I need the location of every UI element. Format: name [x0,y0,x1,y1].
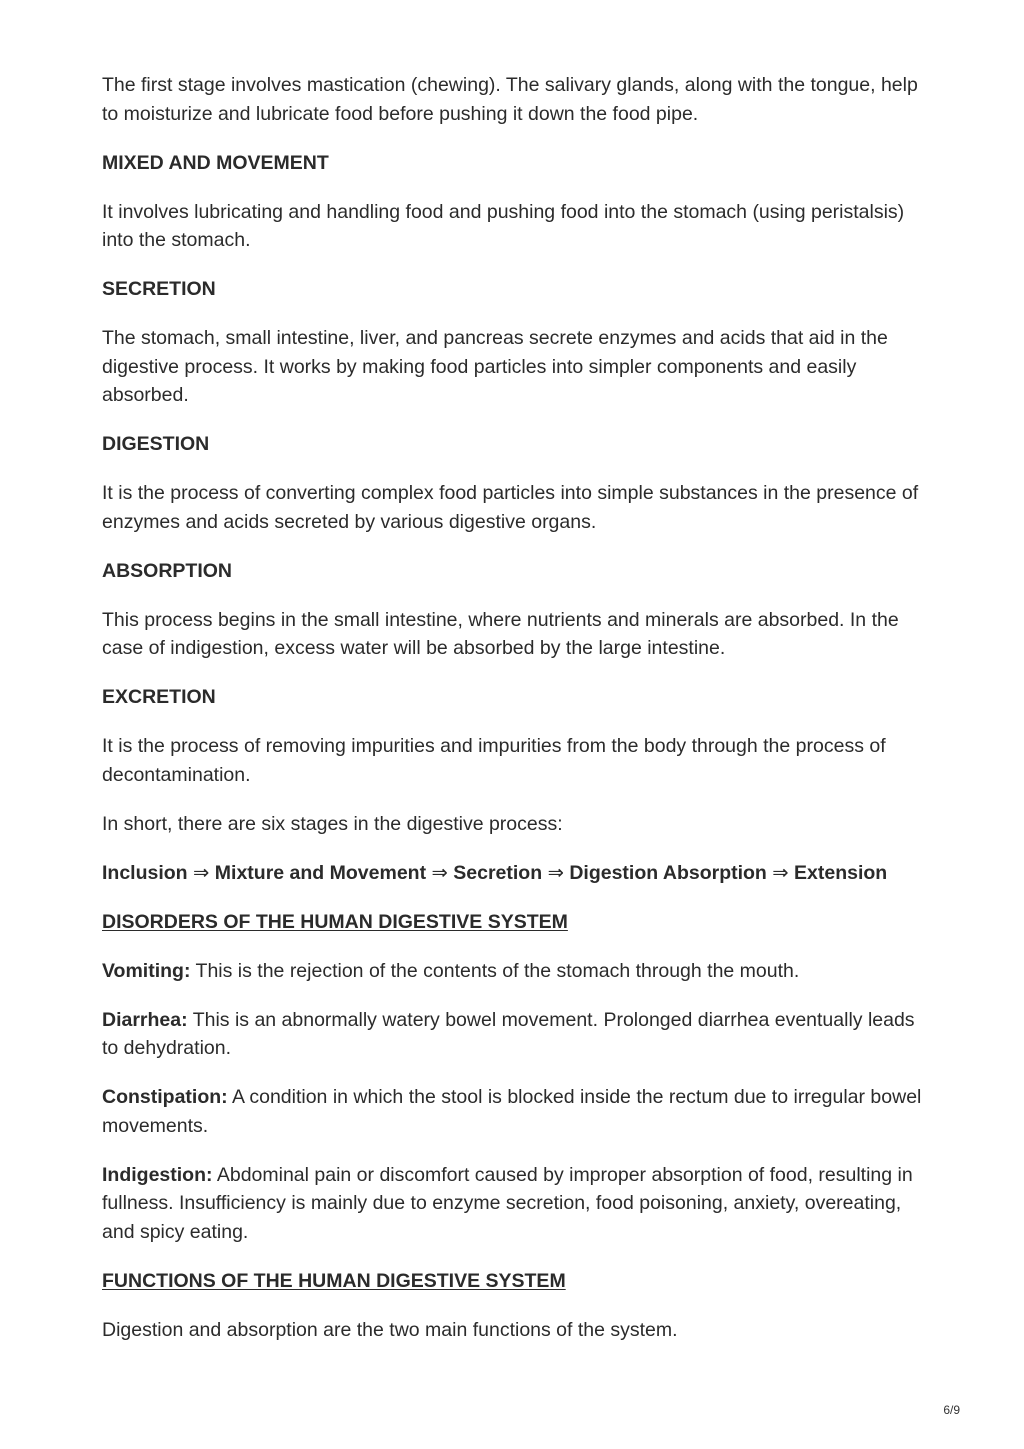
stages-sequence [102,859,932,888]
stage-mixture: Mixture and Movement [214,861,427,884]
digestion-heading: DIGESTION [102,433,210,455]
arrow-icon: ⇒ [772,861,789,884]
mixed-paragraph: It involves lubricating and handling food and pushing food into the stomach (using peristalsis) into the stomach. [102,200,905,251]
secretion-heading: SECRETION [102,278,216,300]
disorder-term: Vomiting: [102,959,191,982]
secretion-paragraph: The stomach, small intestine, liver, and pancreas secrete enzymes and acids that aid in the digestive process. It works by making food particles into simpler components and easily absorbed. [102,327,888,406]
stage-digestion-absorption: Digestion Absorption [569,861,767,884]
disorder-item [102,1083,932,1140]
disorder-text: A condition in which the stool is blocked inside the rectum due to irregular bowel movements. [102,1086,922,1137]
arrow-icon: ⇒ [547,861,564,884]
functions-heading: FUNCTIONS OF THE HUMAN DIGESTIVE SYSTEM [102,1269,566,1292]
excretion-paragraph: It is the process of removing impurities and impurities from the body through the process of decontamination. [102,735,886,786]
stage-secretion: Secretion [453,861,543,884]
disorder-item [102,1161,932,1247]
summary-paragraph: In short, there are six stages in the digestive process: [102,812,563,835]
document-page [102,71,932,1365]
disorders-heading: DISORDERS OF THE HUMAN DIGESTIVE SYSTEM [102,910,568,933]
stage-inclusion: Inclusion [102,861,188,884]
functions-paragraph: Digestion and absorption are the two main functions of the system. [102,1318,678,1341]
absorption-paragraph: This process begins in the small intestine, where nutrients and minerals are absorbed. In the case of indigestion, excess water will be absorbed by the large intestine. [102,608,899,659]
disorder-term: Indigestion: [102,1163,213,1186]
page-number: 6/9 [943,1403,960,1417]
excretion-heading: EXCRETION [102,686,216,708]
disorder-item [102,1006,932,1063]
absorption-heading: ABSORPTION [102,559,233,582]
intro-paragraph: The first stage involves mastication (chewing). The salivary glands, along with the tongue, help to moisturize and lubricate food before pushing it down the food pipe. [102,74,918,125]
stage-extension: Extension [794,861,888,884]
disorder-text: This is the rejection of the contents of the stomach through the mouth. [190,959,800,982]
arrow-icon: ⇒ [431,861,448,884]
disorder-item [102,957,932,986]
disorder-term: Diarrhea: [102,1008,188,1031]
disorder-text: Abdominal pain or discomfort caused by improper absorption of food, resulting in fullness. Insufficiency is mainly due to enzyme secretion, food poisoning, anxiety, overeating, and spicy eating. [102,1163,913,1243]
disorder-text: This is an abnormally watery bowel movement. Prolonged diarrhea eventually leads to dehydration. [102,1008,915,1059]
disorder-term: Constipation: [102,1086,228,1108]
digestion-paragraph: It is the process of converting complex food particles into simple substances in the presence of enzymes and acids secreted by various digestive organs. [102,482,919,533]
arrow-icon: ⇒ [193,861,210,884]
mixed-heading: MIXED AND MOVEMENT [102,151,329,174]
